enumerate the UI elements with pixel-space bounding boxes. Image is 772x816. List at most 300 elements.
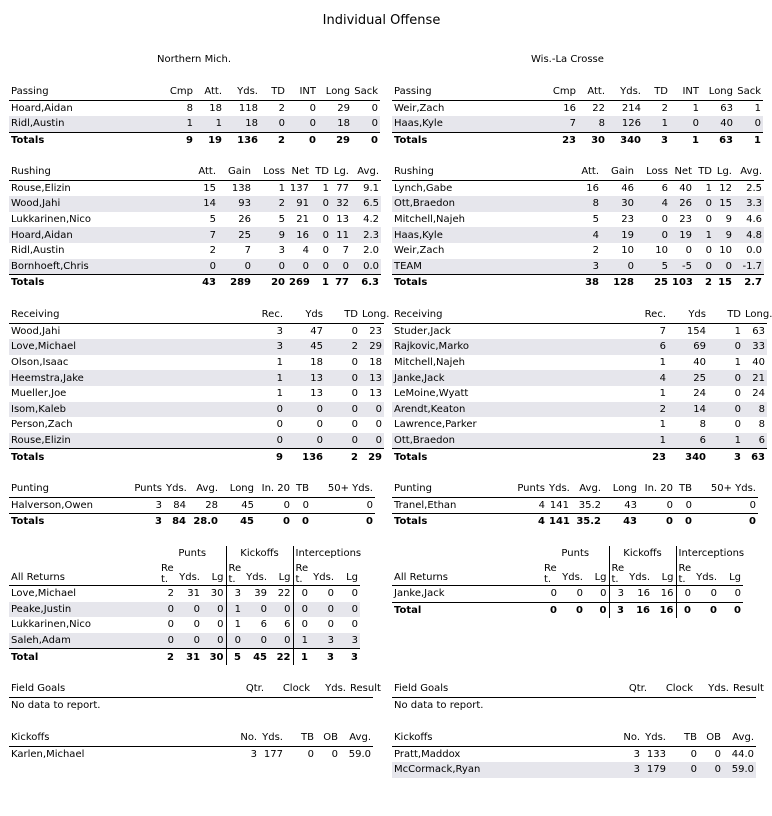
punting-header-1: Punts [502, 481, 547, 497]
passing-totals-row [392, 132, 763, 148]
receiving-cell-4: 0 [375, 419, 382, 431]
returns-header-6: Lg [652, 561, 676, 586]
kickoffs-cell-4: 0 [699, 762, 723, 778]
returns-cell-4: 3 [226, 586, 243, 602]
receiving-cell-1: 1 [612, 433, 668, 449]
field-goals-right-table [392, 681, 764, 713]
kickoffs-cell-0: McCormack,Ryan [392, 762, 612, 778]
rushing-header-1: Att. [557, 164, 601, 180]
rushing-header-5: TD [694, 164, 714, 180]
rushing-cell-6: 7 [342, 245, 349, 257]
receiving-cell-2: 13 [285, 370, 325, 386]
rushing-cell-0: Bornhoeft,Chris [9, 259, 174, 275]
rushing-row [9, 196, 381, 212]
punting-header-3: Avg. [571, 481, 603, 497]
receiving-total-2: 340 [668, 449, 708, 465]
receiving-cell-1: 0 [276, 419, 283, 431]
passing-right-table [392, 84, 763, 148]
rushing-row [9, 259, 381, 275]
receiving-cell-4: 33 [743, 339, 767, 355]
returns-header-9: Lg [719, 561, 743, 586]
rushing-cell-7: 0.0 [746, 245, 762, 257]
rushing-cell-4: 23 [679, 214, 692, 226]
group-label-1: Kickoffs [609, 546, 676, 561]
returns-totals-row [392, 602, 743, 618]
rushing-cell-4: 21 [296, 214, 309, 226]
kickoffs-header-row [9, 730, 373, 746]
punting-header-4: Long [603, 481, 639, 497]
rushing-cell-5: 0 [694, 259, 714, 275]
punting-cell-1: 4 [538, 499, 545, 511]
passing-cell-5: 1 [692, 102, 699, 114]
receiving-cell-0: Love,Michael [9, 339, 229, 355]
returns-cell-2: 0 [176, 633, 202, 649]
receiving-cell-1: 6 [612, 339, 668, 355]
rushing-cell-6: 12 [719, 182, 732, 194]
kickoffs-header-4: OB [699, 730, 723, 746]
punting-left-section [9, 481, 375, 530]
rushing-cell-5: 1 [694, 227, 714, 243]
rushing-right-section [392, 164, 764, 291]
passing-cell-3: 118 [238, 102, 258, 114]
returns-cell-9: 0 [351, 588, 359, 600]
rushing-cell-5: 1 [322, 182, 329, 194]
receiving-cell-3: 0 [325, 402, 360, 418]
returns-cell-6: 6 [284, 619, 291, 631]
punting-total-4: 43 [603, 514, 639, 530]
rushing-cell-7: 4.6 [746, 214, 762, 226]
rushing-left-section [9, 164, 381, 291]
passing-header-row [9, 84, 380, 100]
returns-header-7: Re t. [676, 561, 693, 586]
returns-cell-5: 0 [243, 633, 269, 649]
punting-header-7: 50+ Yds. [311, 481, 375, 497]
returns-total-9: 3 [336, 649, 360, 665]
rushing-cell-2: 7 [244, 245, 251, 257]
group-label-2: Interceptions [293, 546, 360, 561]
rushing-cell-2: 93 [218, 196, 253, 212]
passing-cell-1: 7 [527, 116, 578, 132]
rushing-cell-1: 7 [174, 227, 218, 243]
field-goals-header-2: Clock [649, 681, 695, 697]
rushing-total-4: 269 [287, 275, 311, 291]
rushing-header-0: Rushing [9, 164, 174, 180]
rushing-total-3: 25 [636, 275, 670, 291]
rushing-cell-3: 0 [661, 214, 668, 226]
returns-total-5: 45 [243, 649, 269, 665]
field-goals-left-table [9, 681, 381, 713]
rushing-header-3: Loss [636, 164, 670, 180]
returns-row [9, 633, 360, 649]
receiving-row [9, 386, 384, 402]
receiving-cell-2: 0 [285, 402, 325, 418]
passing-cell-5: 0 [309, 102, 316, 114]
returns-cell-5: 16 [637, 588, 651, 600]
rushing-cell-3: 1 [278, 182, 285, 194]
receiving-cell-3: 0 [325, 433, 360, 449]
rushing-row [392, 243, 764, 259]
punting-total-7: 0 [311, 514, 375, 530]
returns-cell-4: 1 [226, 602, 243, 618]
kickoffs-header-2: Yds. [259, 730, 285, 746]
receiving-cell-4: 29 [360, 339, 384, 355]
returns-cell-1: 0 [550, 588, 557, 600]
kickoffs-cell-5: 44.0 [731, 748, 754, 760]
passing-header-0: Passing [392, 84, 527, 100]
returns-total-3: 0 [585, 602, 609, 618]
punting-header-6: TB [292, 481, 311, 497]
rushing-header-6: Lg. [714, 164, 734, 180]
passing-cell-7: 0 [735, 116, 763, 132]
punting-totals-row [9, 514, 375, 530]
rushing-cell-3: 3 [278, 245, 285, 257]
punting-cell-6: 0 [685, 499, 692, 511]
kickoffs-row [392, 762, 756, 778]
rushing-cell-7: -1.7 [734, 259, 764, 275]
passing-header-5: INT [287, 84, 318, 100]
punting-header-1: Punts [119, 481, 164, 497]
returns-cell-7: 0 [676, 586, 693, 603]
receiving-header-2: Yds [285, 307, 325, 323]
returns-cell-2: 0 [576, 588, 583, 600]
rushing-total-7: 6.3 [351, 275, 381, 291]
no-data-message: No data to report. [11, 699, 101, 711]
rushing-cell-1: 5 [592, 214, 599, 226]
passing-cell-6: 18 [318, 116, 352, 132]
punting-header-0: Punting [9, 481, 119, 497]
punting-header-7: 50+ Yds. [694, 481, 758, 497]
receiving-cell-1: 3 [276, 325, 283, 337]
passing-total-4: 3 [643, 132, 670, 148]
receiving-cell-4: 21 [743, 370, 767, 386]
rushing-cell-6: 0 [331, 259, 351, 275]
receiving-header-row [392, 307, 767, 323]
returns-total-3: 30 [202, 649, 226, 665]
receiving-row [392, 355, 767, 371]
passing-cell-2: 1 [195, 116, 224, 132]
receiving-row [392, 370, 767, 386]
returns-cell-8: 0 [710, 588, 718, 600]
punting-cell-7: 0 [366, 499, 373, 511]
receiving-row [9, 417, 384, 433]
punting-cell-4: 45 [241, 499, 254, 511]
receiving-total-1: 23 [612, 449, 668, 465]
rushing-row [392, 227, 764, 243]
returns-cell-7: 0 [293, 617, 310, 633]
receiving-cell-4: 23 [369, 325, 382, 337]
rushing-cell-0: TEAM [392, 259, 557, 275]
receiving-cell-2: 154 [686, 325, 706, 337]
returns-cell-3: 0 [600, 588, 607, 600]
rushing-right-table [392, 164, 764, 291]
returns-header-0: All Returns [392, 561, 542, 586]
rushing-header-2: Gain [601, 164, 636, 180]
rushing-cell-0: Mitchell,Najeh [394, 214, 465, 226]
rushing-cell-6: 11 [331, 227, 351, 243]
receiving-cell-2: 13 [310, 388, 323, 400]
receiving-cell-0: Isom,Kaleb [9, 402, 229, 418]
receiving-cell-4: 13 [369, 388, 382, 400]
passing-total-5: 0 [287, 132, 318, 148]
returns-cell-9: 0 [336, 602, 360, 618]
field-goals-header-1: Qtr. [612, 681, 649, 697]
receiving-cell-0: Mitchell,Najeh [394, 357, 465, 369]
rushing-cell-3: 10 [655, 245, 668, 257]
kickoffs-cell-2: 179 [642, 762, 668, 778]
passing-cell-0: Weir,Zach [394, 102, 445, 114]
returns-cell-8: 0 [327, 588, 335, 600]
receiving-cell-3: 0 [734, 388, 741, 400]
rushing-header-4: Net [287, 164, 311, 180]
kickoffs-cell-1: 3 [633, 748, 640, 760]
returns-cell-4: 1 [226, 617, 243, 633]
rushing-cell-7: 6.5 [351, 196, 381, 212]
returns-cell-5: 39 [254, 588, 268, 600]
punting-cell-5: 0 [283, 499, 290, 511]
returns-cell-0: Love,Michael [11, 588, 77, 600]
rushing-cell-4: 0 [287, 259, 311, 275]
punting-total-2: 84 [164, 514, 188, 530]
kickoffs-header-1: No. [612, 730, 642, 746]
rushing-cell-2: 10 [621, 245, 634, 257]
receiving-row [392, 433, 767, 449]
rushing-cell-4: 26 [670, 196, 694, 212]
rushing-total-1: 43 [174, 275, 218, 291]
passing-total-6: 63 [701, 132, 735, 148]
receiving-cell-0: Heemstra,Jake [9, 370, 229, 386]
receiving-total-4: 29 [360, 449, 384, 465]
rushing-total-0: Totals [392, 275, 557, 291]
field-goals-header-0: Field Goals [392, 681, 612, 697]
rushing-cell-5: 0 [311, 227, 331, 243]
passing-left-section [9, 84, 380, 148]
rushing-cell-3: 5 [278, 214, 285, 226]
returns-cell-2: 0 [193, 619, 200, 631]
rushing-cell-5: 0 [705, 214, 712, 226]
punting-cell-4: 43 [624, 499, 637, 511]
returns-row [392, 586, 743, 603]
receiving-cell-4: 8 [743, 402, 767, 418]
kickoffs-header-3: TB [668, 730, 699, 746]
receiving-cell-1: 1 [229, 370, 285, 386]
kickoffs-cell-0: Pratt,Maddox [394, 748, 461, 760]
returns-left-table [9, 546, 360, 665]
kickoffs-cell-1: 3 [612, 762, 642, 778]
passing-row [9, 100, 380, 116]
returns-header-0: All Returns [9, 561, 159, 586]
rushing-cell-5: 0 [311, 259, 331, 275]
rushing-total-7: 2.7 [734, 275, 764, 291]
returns-total-7: 1 [293, 649, 310, 665]
kickoffs-cell-3: 0 [668, 762, 699, 778]
receiving-row [392, 339, 767, 355]
receiving-cell-1: 1 [276, 388, 283, 400]
receiving-cell-0: Wood,Jahi [11, 325, 61, 337]
punting-header-5: In. 20 [256, 481, 292, 497]
rushing-totals-row [392, 275, 764, 291]
rushing-cell-1: 2 [592, 245, 599, 257]
receiving-header-0: Receiving [9, 307, 229, 323]
rushing-header-7: Avg. [351, 164, 381, 180]
passing-cell-7: 0 [352, 116, 380, 132]
passing-row [392, 116, 763, 132]
returns-total-9: 0 [719, 602, 743, 618]
rushing-cell-2: 23 [621, 214, 634, 226]
receiving-header-1: Rec. [612, 307, 668, 323]
passing-total-1: 23 [527, 132, 578, 148]
returns-header-row [392, 561, 743, 586]
rushing-cell-0: Haas,Kyle [392, 227, 557, 243]
rushing-cell-0: Rouse,Elizin [11, 182, 71, 194]
punting-cell-2: 141 [549, 499, 569, 511]
receiving-cell-2: 14 [668, 402, 708, 418]
rushing-cell-4: 137 [289, 182, 309, 194]
receiving-cell-3: 1 [734, 357, 741, 369]
passing-cell-3: 18 [224, 116, 260, 132]
receiving-row [9, 339, 384, 355]
field-goals-header-1: Qtr. [229, 681, 266, 697]
passing-header-0: Passing [9, 84, 144, 100]
receiving-cell-0: Person,Zach [11, 419, 73, 431]
rushing-cell-1: 3 [557, 259, 601, 275]
returns-right-section [392, 546, 743, 618]
receiving-cell-1: 0 [229, 433, 285, 449]
rushing-cell-5: 0 [705, 245, 712, 257]
kickoffs-cell-4: 0 [331, 748, 338, 760]
punting-header-6: TB [675, 481, 694, 497]
receiving-header-1: Rec. [229, 307, 285, 323]
rushing-header-3: Loss [253, 164, 287, 180]
passing-cell-3: 214 [621, 102, 641, 114]
returns-total-1: 2 [159, 649, 176, 665]
punting-row [9, 497, 375, 514]
receiving-cell-2: 69 [668, 339, 708, 355]
passing-header-7: Sack [352, 84, 380, 100]
receiving-total-1: 9 [229, 449, 285, 465]
returns-totals-row [9, 649, 360, 665]
returns-total-2: 0 [559, 602, 585, 618]
rushing-cell-4: 91 [287, 196, 311, 212]
kickoffs-right-table [392, 730, 756, 778]
returns-cell-1: 0 [159, 633, 176, 649]
receiving-cell-2: 8 [699, 419, 706, 431]
passing-total-7: 0 [352, 132, 380, 148]
receiving-cell-0: Janke,Jack [392, 370, 612, 386]
passing-total-3: 136 [224, 132, 260, 148]
punting-cell-1: 3 [155, 499, 162, 511]
team-name-right: Wis.-La Crosse [531, 54, 604, 65]
returns-header-1: Re t. [542, 561, 559, 586]
rushing-cell-3: 6 [661, 182, 668, 194]
rushing-cell-2: 19 [601, 227, 636, 243]
kickoffs-cell-3: 0 [307, 748, 314, 760]
rushing-total-3: 20 [253, 275, 287, 291]
receiving-row [9, 402, 384, 418]
returns-cell-9: 0 [351, 619, 359, 631]
kickoffs-header-3: TB [285, 730, 316, 746]
punting-right-section [392, 481, 758, 530]
receiving-cell-4: 6 [743, 433, 767, 449]
field-goals-header-row [9, 681, 373, 697]
kickoffs-header-0: Kickoffs [9, 730, 229, 746]
punting-cell-0: Tranel,Ethan [394, 499, 457, 511]
returns-cell-6: 22 [277, 588, 291, 600]
returns-cell-1: 0 [159, 602, 176, 618]
receiving-cell-1: 1 [659, 357, 666, 369]
rushing-cell-0: Weir,Zach [394, 245, 445, 257]
punting-total-4: 45 [220, 514, 256, 530]
receiving-total-3: 3 [708, 449, 743, 465]
kickoffs-cell-2: 177 [263, 748, 283, 760]
receiving-cell-3: 2 [325, 339, 360, 355]
team-name-left: Northern Mich. [157, 54, 231, 65]
returns-cell-8: 0 [310, 602, 336, 618]
returns-cell-6: 0 [269, 633, 293, 649]
rushing-cell-4: -5 [670, 259, 694, 275]
returns-cell-2: 31 [187, 588, 200, 600]
punting-header-5: In. 20 [639, 481, 675, 497]
punting-cell-7: 0 [749, 499, 756, 511]
group-label-0: Punts [178, 548, 207, 559]
passing-total-7: 1 [735, 132, 763, 148]
passing-cell-2: 18 [209, 102, 222, 114]
rushing-total-2: 128 [601, 275, 636, 291]
passing-totals-row [9, 132, 380, 148]
kickoffs-header-0: Kickoffs [392, 730, 612, 746]
rushing-cell-6: 9 [714, 227, 734, 243]
receiving-cell-2: 24 [693, 388, 706, 400]
rushing-cell-4: 40 [679, 182, 692, 194]
passing-total-5: 1 [670, 132, 701, 148]
rushing-cell-1: 16 [586, 182, 599, 194]
rushing-cell-3: 5 [636, 259, 670, 275]
rushing-cell-5: 0 [694, 196, 714, 212]
passing-header-3: Yds. [224, 84, 260, 100]
field-goals-header-3: Yds. [695, 681, 731, 697]
rushing-cell-2: 30 [601, 196, 636, 212]
rushing-header-1: Att. [174, 164, 218, 180]
no-data-message: No data to report. [394, 699, 484, 711]
kickoffs-cell-3: 0 [690, 748, 697, 760]
passing-cell-1: 8 [186, 102, 193, 114]
rushing-row [9, 180, 381, 196]
returns-total-8: 0 [693, 602, 719, 618]
rushing-cell-5: 0 [322, 214, 329, 226]
passing-row [9, 116, 380, 132]
passing-cell-7: 1 [754, 102, 761, 114]
passing-total-0: Totals [392, 132, 527, 148]
returns-cell-7: 0 [293, 586, 310, 602]
receiving-cell-4: 0 [360, 433, 384, 449]
passing-total-3: 340 [607, 132, 643, 148]
punting-header-2: Yds. [164, 481, 188, 497]
group-label-1: Kickoffs [226, 546, 293, 561]
receiving-header-2: Yds [668, 307, 708, 323]
receiving-cell-4: 8 [758, 419, 765, 431]
receiving-totals-row [392, 449, 767, 465]
passing-cell-0: Haas,Kyle [392, 116, 527, 132]
rushing-cell-5: 1 [705, 182, 712, 194]
receiving-cell-1: 4 [612, 370, 668, 386]
returns-header-2: Yds. [559, 561, 585, 586]
receiving-cell-1: 2 [612, 402, 668, 418]
kickoffs-header-5: Avg. [340, 730, 373, 746]
field-goals-right-section [392, 681, 764, 713]
receiving-cell-2: 18 [310, 357, 323, 369]
punting-cell-5: 0 [666, 499, 673, 511]
receiving-cell-4: 24 [752, 388, 765, 400]
returns-group-header [9, 546, 360, 561]
